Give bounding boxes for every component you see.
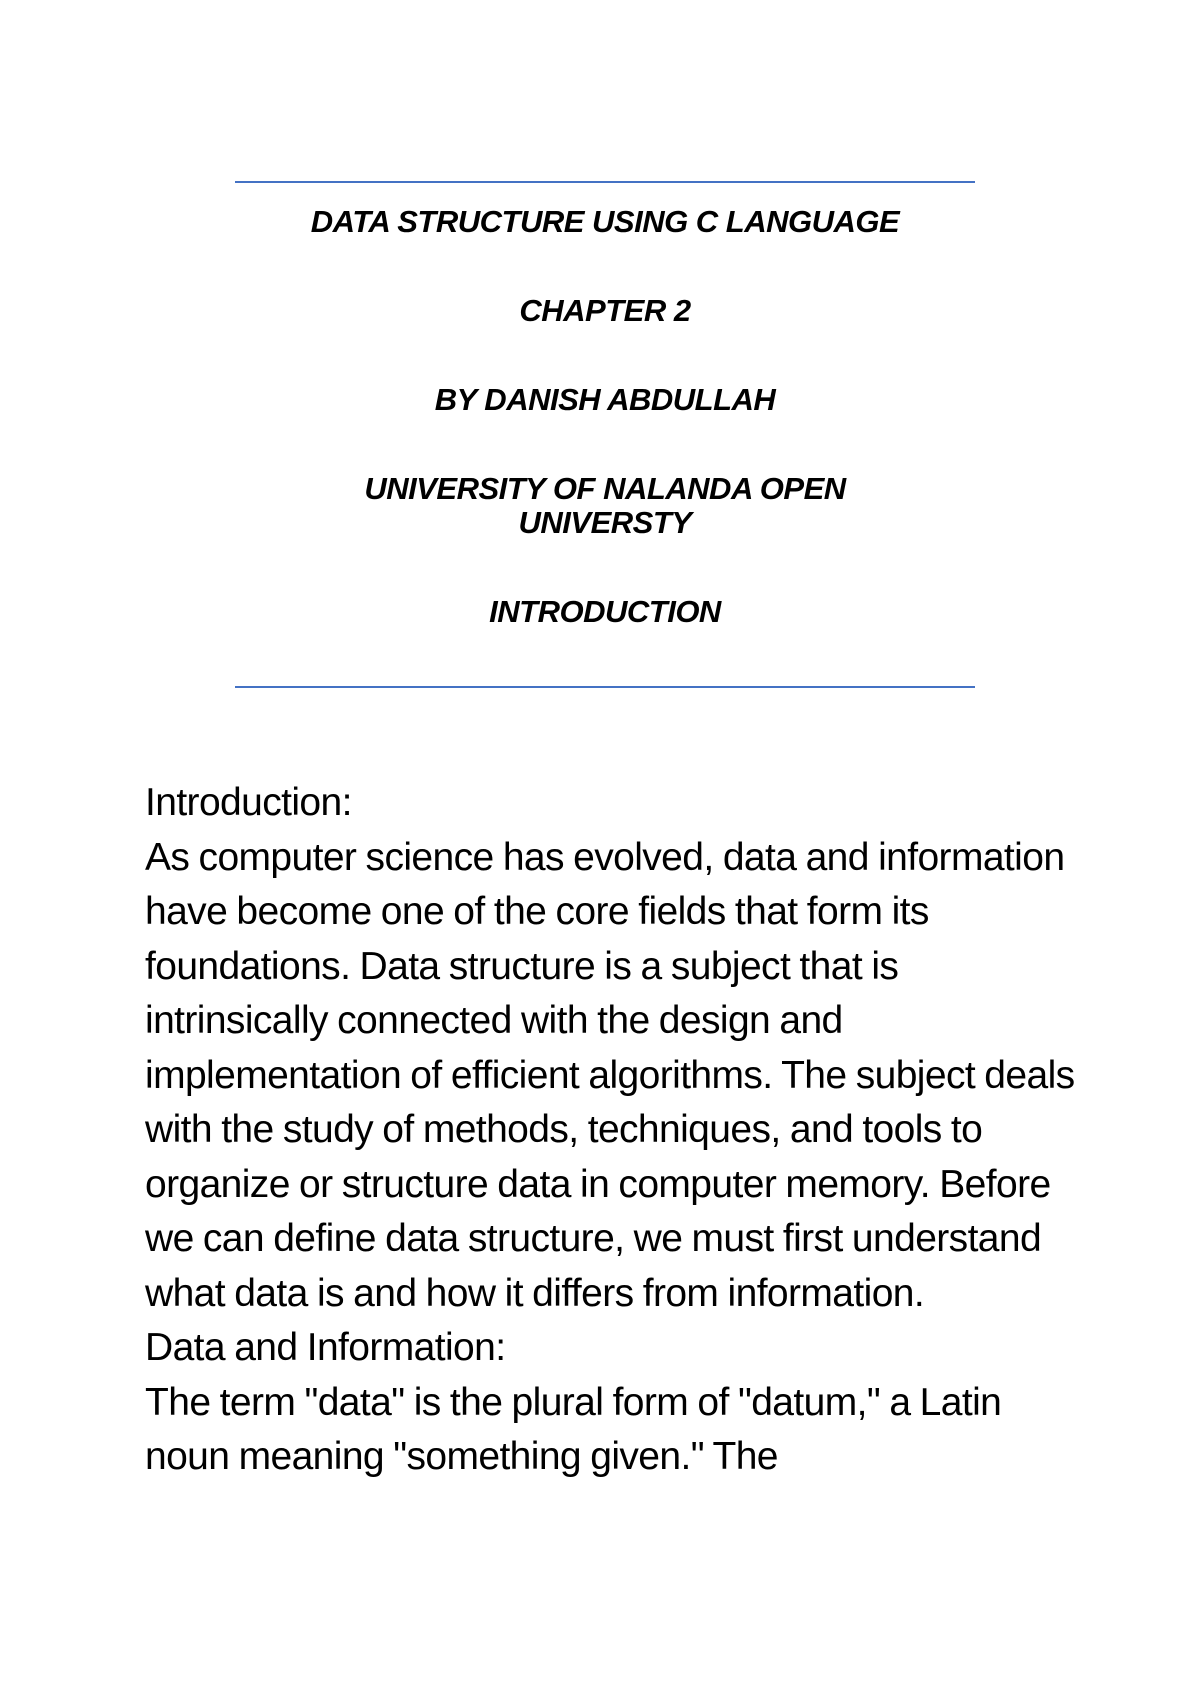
university-name xyxy=(235,472,975,540)
intro-paragraph: As computer science has evolved, data and information have become one of the core fields that form its foundations. Data structure is a subject that is intrinsically connected with the design and implementation of efficient algorithms. The subject deals with the study of methods, techniques, and tools to organize or structure data in computer memory. Before we can define data structure, we must first understand what data is and how it differs from information. xyxy=(145,835,1075,1315)
data-info-paragraph: The term "data" is the plural form of "datum," a Latin noun meaning "something given." The xyxy=(145,1380,1002,1478)
intro-heading: Introduction: xyxy=(145,781,352,824)
section-label: INTRODUCTION xyxy=(489,594,721,629)
chapter-label: CHAPTER 2 xyxy=(519,293,691,328)
header-top-rule xyxy=(235,181,975,183)
university-line-2: UNIVERSTY xyxy=(518,505,692,540)
header-bottom-rule xyxy=(235,686,975,688)
document-title: DATA STRUCTURE USING C LANGUAGE xyxy=(310,204,900,239)
author-line: BY DANISH ABDULLAH xyxy=(434,382,776,417)
university-line-1: UNIVERSITY OF NALANDA OPEN xyxy=(364,471,846,506)
body-content xyxy=(145,776,1085,1485)
title-block xyxy=(235,205,975,629)
data-info-heading: Data and Information: xyxy=(145,1326,506,1369)
